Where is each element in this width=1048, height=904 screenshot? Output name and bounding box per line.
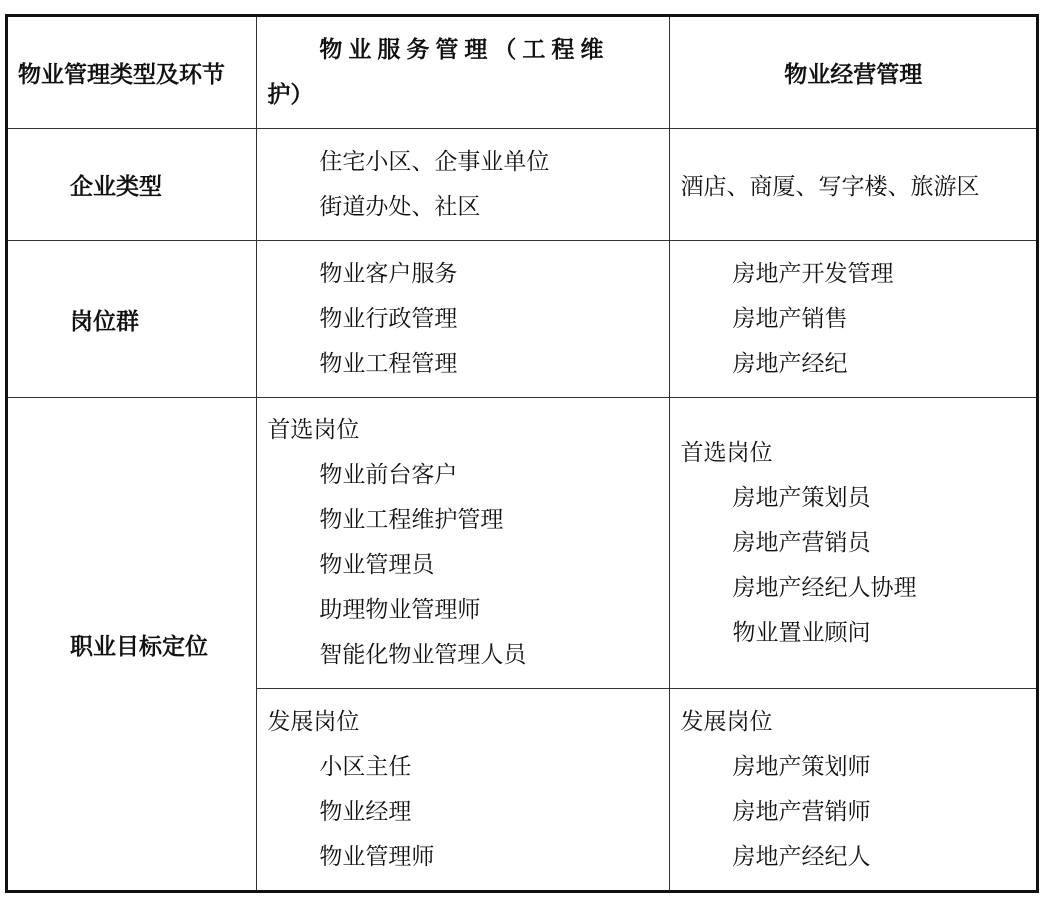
post-group-service-item: 物业客户服务 [319,260,458,287]
post-group-operation-item: 房地产开发管理 [732,260,894,287]
post-group-operation [670,241,1038,398]
preferred-service-item: 助理物业管理师 [319,597,481,623]
career-table [5,14,1039,893]
header-service-line1: 物业服务管理（工程维 [319,36,610,63]
preferred-service-item: 物业工程维护管理 [319,507,504,533]
enterprise-type-label: 企业类型 [7,129,257,241]
development-operation-item: 房地产策划师 [732,753,871,780]
enterprise-type-service-item: 住宅小区、企事业单位 [319,148,550,175]
preferred-service-item: 物业管理员 [319,552,435,578]
post-group-operation-item: 房地产销售 [732,305,848,332]
development-service [257,689,670,892]
preferred-operation-item: 物业置业顾问 [732,619,871,646]
header-service-line2: 护） [267,81,314,108]
header-operation-management [670,16,1038,129]
preferred-service-title: 首选岗位 [267,417,360,443]
preferred-operation-item: 房地产策划员 [732,484,871,511]
career-goal-label: 职业目标定位 [7,398,257,892]
development-service-item: 物业管理师 [319,843,435,870]
development-service-item: 物业经理 [319,798,412,825]
post-group-row [7,241,1038,398]
preferred-service-item: 智能化物业管理人员 [319,642,527,668]
development-operation [670,689,1038,892]
development-operation-item: 房地产经纪人 [732,843,871,870]
enterprise-type-operation: 酒店、商厦、写字楼、旅游区 [670,129,1038,241]
post-group-service-item: 物业工程管理 [319,350,458,377]
header-row [7,16,1038,129]
development-service-item: 小区主任 [319,753,412,780]
development-operation-title: 发展岗位 [680,708,773,735]
preferred-operation-item: 房地产营销员 [732,529,871,556]
header-operation-text: 物业经营管理 [784,62,923,88]
enterprise-type-service [257,129,670,241]
enterprise-type-service-item: 街道办处、社区 [319,193,481,220]
development-service-title: 发展岗位 [267,708,360,735]
post-group-service [257,241,670,398]
preferred-operation-item: 房地产经纪人协理 [732,574,917,601]
enterprise-type-row [7,129,1038,241]
development-operation-item: 房地产营销师 [732,798,871,825]
preferred-operation [670,398,1038,689]
post-group-service-item: 物业行政管理 [319,305,458,332]
preferred-operation-title: 首选岗位 [680,439,773,466]
header-type-stage [7,16,257,129]
post-group-label: 岗位群 [7,241,257,398]
preferred-post-row [7,398,1038,689]
header-type-stage-text: 物业管理类型及环节 [18,62,225,88]
preferred-service-item: 物业前台客户 [319,462,458,488]
header-service-management [257,16,670,129]
preferred-service [257,398,670,689]
post-group-operation-item: 房地产经纪 [732,350,848,377]
